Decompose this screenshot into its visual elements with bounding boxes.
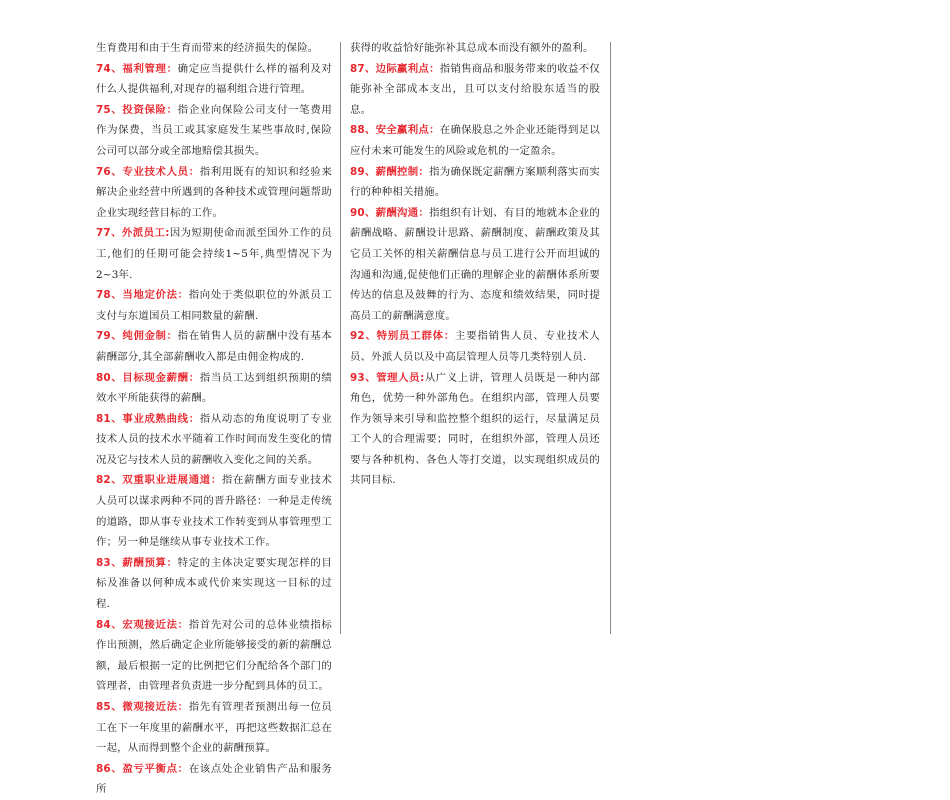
entry-term: 78、当地定价法： [96,289,189,302]
entry-definition: 指为确保既定薪酬方案顺利落实而实行的种种相关措施。 [350,165,601,199]
entry-term: 77、外派员工: [96,227,170,240]
column-divider-right [610,42,611,634]
entry-definition: 主要指销售人员、专业技术人员、外派人员以及中高层管理人员等几类特别人员. [350,330,600,363]
glossary-entry-88 [350,120,600,161]
entry-definition: 因为短期使命而派至国外工作的员工,他们的任期可能会持续1~5年,典型情况下为2~3年. [96,227,333,281]
entry-term: 93、管理人员: [350,371,425,384]
entry-term: 75、投资保险： [96,103,178,116]
entry-term: 84、宏观接近法： [96,618,189,631]
entry-definition: 指从动态的角度说明了专业技术人员的技术水平随着工作时间而发生变化的情况及它与技术人员的薪酬收入变化之间的关系。 [96,412,332,466]
glossary-entry-80 [96,368,332,409]
entry-definition: 特定的主体决定要实现怎样的目标及准备以何种成本或代价来实现这一目标的过程. [96,556,332,611]
entry-term: 89、薪酬控制： [350,165,430,178]
left-column [96,38,332,800]
glossary-entry-76 [96,162,332,224]
right-lead-text: 获得的收益恰好能弥补其总成本而没有额外的盈利。 [350,42,594,54]
entry-term: 82、双重职业进展通道： [96,474,222,487]
entry-definition: 指先有管理者预测出每一位员工在下一年度里的薪酬水平，再把这些数据汇总在一起，从而得到整个企业的薪酬预算。 [96,701,332,755]
entry-term: 86、盈亏平衡点： [96,762,189,775]
entry-definition: 指利用既有的知识和经验来解决企业经营中所遇到的各种技术或管理问题帮助企业实现经营目标的工作。 [96,165,332,219]
glossary-entry-90 [350,203,600,327]
glossary-entry-83 [96,553,332,615]
column-divider-left [340,42,341,634]
entry-definition: 指销售商品和服务带来的收益不仅能弥补全部成本支出，且可以支付给股东适当的股息。 [350,62,601,116]
glossary-entry-89 [350,162,600,203]
entry-term: 87、边际赢利点： [350,62,440,75]
glossary-entry-92 [350,326,600,367]
glossary-entry-74 [96,59,332,100]
entry-term: 83、薪酬预算： [96,556,178,569]
entry-definition: 从广义上讲，管理人员既是一种内部角色，优势一种外部角色。在组织内部，管理人员要作为领导来引导和监控整个组织的运行，尽量满足员工个人的合理需要；同时，在组织外部，管理人员还要与各种机构、各色人等打交道，以实现组织成员的共同目标. [350,371,600,487]
entry-term: 80、目标现金薪酬： [96,371,200,384]
glossary-entry-86 [96,759,332,800]
entry-term: 79、纯佣金制： [96,330,178,343]
glossary-entry-93 [350,368,600,492]
glossary-entry-79 [96,326,332,367]
glossary-entry-87 [350,59,600,121]
entry-term: 90、薪酬沟通： [350,206,430,219]
entry-term: 92、特别员工群体： [350,330,456,343]
glossary-entry-81 [96,409,332,471]
glossary-entry-75 [96,100,332,162]
glossary-entry-77 [96,223,332,285]
entry-term: 76、专业技术人员： [96,165,200,178]
glossary-entry-84 [96,615,332,697]
glossary-entry-85 [96,697,332,759]
glossary-entry-82 [96,470,332,552]
entry-definition: 指组织有计划、有目的地就本企业的薪酬战略、薪酬设计思路、薪酬制度、薪酬政策及其它员工关怀的相关薪酬信息与员工进行公开而坦诚的沟通和沟通,促使他们正确的理解企业的薪酬体系所要传达的信息及鼓舞的行为、态度和绩效结果，同时提高员工的薪酬满意度。 [350,206,601,322]
entry-term: 85、微观接近法： [96,701,189,713]
entry-definition: 指首先对公司的总体业绩指标作出预测，然后确定企业所能够接受的新的薪酬总额，最后根据一定的比例把它们分配给各个部门的管理者，由管理者负责进一步分配到具体的员工。 [96,618,332,693]
entry-definition: 指向处于类似职位的外派员工支付与东道国员工相同数量的薪酬. [96,289,332,322]
entry-definition: 指企业向保险公司支付一笔费用作为保费，当员工或其家庭发生某些事故时,保险公司可以部分或全部地赔偿其损失。 [96,103,332,157]
entry-definition: 在该点处企业销售产品和服务所 [96,762,332,796]
left-lead-text: 生育费用和由于生育而带来的经济损失的保险。 [96,42,319,54]
entry-definition: 指在销售人员的薪酬中没有基本薪酬部分,其全部薪酬收入都是由佣金构成的. [96,330,332,363]
glossary-entry-78 [96,285,332,326]
entry-definition: 指在薪酬方面专业技术人员可以谋求两种不同的晋升路径：一种是走传统的道路，即从事专业技术工作转变到从事管理型工作；另一种是继续从事专业技术工作。 [96,474,333,549]
entry-definition: 指当员工达到组织预期的绩效水平所能获得的薪酬。 [96,371,332,405]
entry-term: 81、事业成熟曲线： [96,412,200,425]
entry-term: 88、安全赢利点： [350,124,440,137]
entry-definition: 确定应当提供什么样的福利及对什么人提供福利,对现存的福利组合进行管理。 [96,62,332,96]
entry-term: 74、福利管理： [96,62,178,75]
right-column [350,38,600,491]
entry-definition: 在确保股息之外企业还能得到足以应付未来可能发生的风险或危机的一定盈余。 [350,124,601,157]
